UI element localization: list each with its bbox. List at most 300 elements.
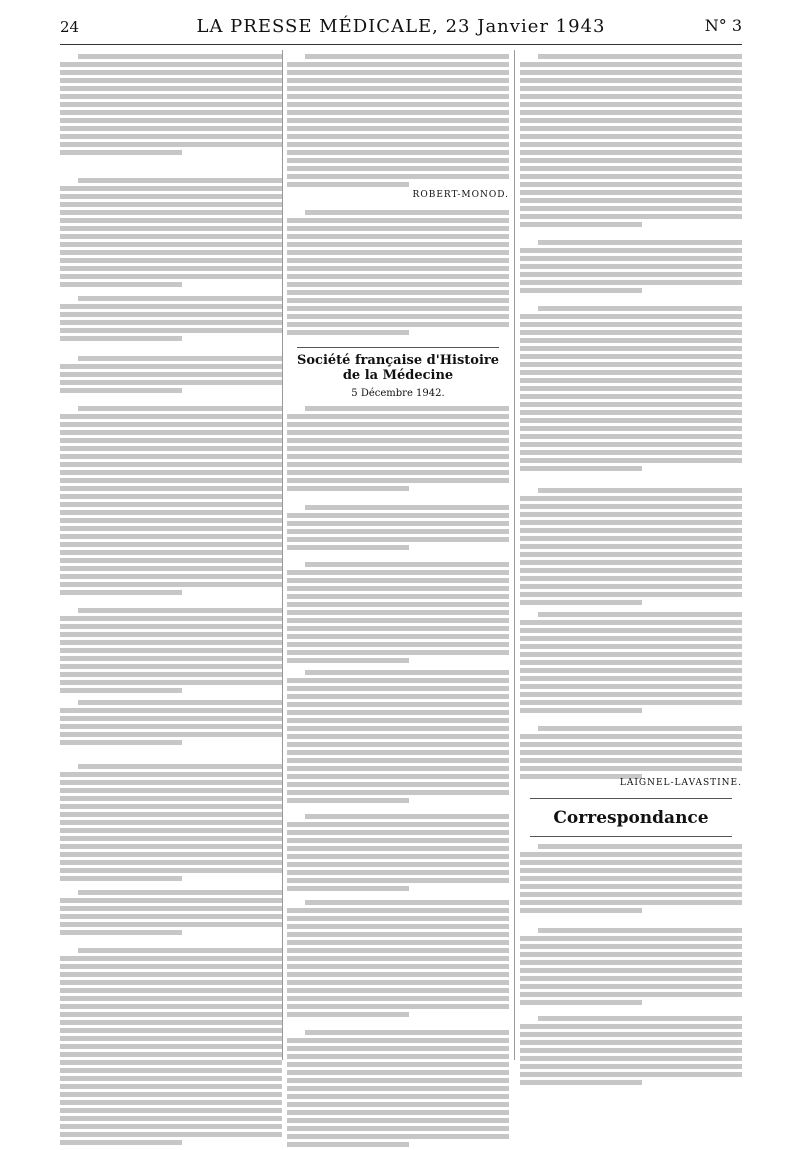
text-line-placeholder bbox=[520, 322, 742, 327]
text-line-placeholder bbox=[287, 234, 509, 239]
footnotes-block bbox=[287, 210, 509, 340]
session-date: 5 Décembre 1942. bbox=[351, 388, 445, 399]
section-rule bbox=[530, 798, 732, 799]
text-line-placeholder bbox=[60, 430, 282, 435]
column-divider bbox=[514, 50, 515, 1060]
text-line-placeholder bbox=[60, 996, 282, 1001]
text-line-placeholder bbox=[287, 118, 509, 123]
column-2 bbox=[287, 50, 509, 1060]
society-heading: Société française d'Histoire de la Médecine bbox=[296, 353, 500, 383]
text-line-placeholder bbox=[78, 608, 282, 613]
text-line-placeholder bbox=[520, 936, 742, 941]
text-line-placeholder bbox=[60, 110, 282, 115]
text-line-placeholder bbox=[520, 560, 742, 565]
text-line-placeholder bbox=[520, 118, 742, 123]
text-line-placeholder bbox=[287, 462, 509, 467]
text-line-placeholder bbox=[60, 486, 282, 491]
text-line-placeholder bbox=[287, 734, 509, 739]
text-line-placeholder bbox=[520, 1064, 742, 1069]
text-line-placeholder bbox=[287, 790, 509, 795]
text-block bbox=[60, 356, 282, 401]
text-line-placeholder bbox=[287, 70, 509, 75]
text-line-placeholder bbox=[520, 466, 642, 471]
text-line-placeholder bbox=[287, 1046, 509, 1051]
text-line-placeholder bbox=[60, 380, 282, 385]
text-line-placeholder bbox=[287, 642, 509, 647]
text-line-placeholder bbox=[520, 280, 742, 285]
text-line-placeholder bbox=[520, 952, 742, 957]
text-line-placeholder bbox=[60, 194, 282, 199]
text-line-placeholder bbox=[78, 764, 282, 769]
text-line-placeholder bbox=[60, 980, 282, 985]
text-line-placeholder bbox=[60, 640, 282, 645]
text-line-placeholder bbox=[287, 634, 509, 639]
text-line-placeholder bbox=[520, 592, 742, 597]
text-line-placeholder bbox=[60, 836, 282, 841]
text-line-placeholder bbox=[60, 518, 282, 523]
text-line-placeholder bbox=[305, 1030, 509, 1035]
text-line-placeholder bbox=[520, 884, 742, 889]
text-line-placeholder bbox=[520, 860, 742, 865]
text-line-placeholder bbox=[60, 708, 282, 713]
text-line-placeholder bbox=[60, 70, 282, 75]
text-line-placeholder bbox=[287, 174, 509, 179]
text-line-placeholder bbox=[520, 652, 742, 657]
text-line-placeholder bbox=[520, 134, 742, 139]
text-line-placeholder bbox=[287, 1126, 509, 1131]
text-line-placeholder bbox=[287, 1012, 409, 1017]
text-line-placeholder bbox=[287, 258, 509, 263]
text-line-placeholder bbox=[60, 202, 282, 207]
text-line-placeholder bbox=[60, 688, 182, 693]
text-line-placeholder bbox=[287, 838, 509, 843]
text-line-placeholder bbox=[520, 78, 742, 83]
text-line-placeholder bbox=[287, 710, 509, 715]
text-line-placeholder bbox=[520, 222, 642, 227]
text-line-placeholder bbox=[287, 972, 509, 977]
text-line-placeholder bbox=[60, 796, 282, 801]
text-line-placeholder bbox=[520, 868, 742, 873]
text-line-placeholder bbox=[520, 636, 742, 641]
text-line-placeholder bbox=[60, 898, 282, 903]
text-line-placeholder bbox=[520, 442, 742, 447]
text-line-placeholder bbox=[60, 234, 282, 239]
text-line-placeholder bbox=[287, 1094, 509, 1099]
text-line-placeholder bbox=[520, 206, 742, 211]
text-line-placeholder bbox=[287, 266, 509, 271]
text-line-placeholder bbox=[60, 134, 282, 139]
text-line-placeholder bbox=[287, 908, 509, 913]
text-line-placeholder bbox=[60, 1068, 282, 1073]
text-line-placeholder bbox=[287, 626, 509, 631]
text-block bbox=[287, 814, 509, 896]
text-block bbox=[520, 240, 742, 300]
text-line-placeholder bbox=[60, 94, 282, 99]
text-line-placeholder bbox=[60, 1076, 282, 1081]
text-line-placeholder bbox=[60, 1012, 282, 1017]
text-line-placeholder bbox=[287, 414, 509, 419]
text-line-placeholder bbox=[60, 62, 282, 67]
text-line-placeholder bbox=[287, 545, 409, 550]
text-line-placeholder bbox=[520, 504, 742, 509]
text-line-placeholder bbox=[60, 648, 282, 653]
text-line-placeholder bbox=[287, 718, 509, 723]
text-line-placeholder bbox=[78, 948, 282, 953]
text-line-placeholder bbox=[520, 766, 742, 771]
text-line-placeholder bbox=[520, 1040, 742, 1045]
text-line-placeholder bbox=[287, 964, 509, 969]
text-line-placeholder bbox=[60, 550, 282, 555]
text-line-placeholder bbox=[60, 118, 282, 123]
text-block bbox=[287, 54, 509, 194]
text-line-placeholder bbox=[520, 330, 742, 335]
text-line-placeholder bbox=[287, 658, 409, 663]
text-line-placeholder bbox=[287, 924, 509, 929]
text-block bbox=[60, 764, 282, 884]
text-block bbox=[520, 1016, 742, 1088]
text-line-placeholder bbox=[287, 422, 509, 427]
text-line-placeholder bbox=[60, 772, 282, 777]
text-line-placeholder bbox=[520, 876, 742, 881]
text-line-placeholder bbox=[287, 1086, 509, 1091]
text-line-placeholder bbox=[60, 930, 182, 935]
text-line-placeholder bbox=[60, 150, 182, 155]
text-block bbox=[287, 1030, 509, 1150]
text-line-placeholder bbox=[520, 142, 742, 147]
text-line-placeholder bbox=[287, 1070, 509, 1075]
text-line-placeholder bbox=[538, 1016, 742, 1021]
text-line-placeholder bbox=[287, 694, 509, 699]
text-line-placeholder bbox=[520, 214, 742, 219]
text-line-placeholder bbox=[287, 226, 509, 231]
text-line-placeholder bbox=[60, 574, 282, 579]
text-line-placeholder bbox=[60, 388, 182, 393]
text-line-placeholder bbox=[287, 242, 509, 247]
text-line-placeholder bbox=[287, 454, 509, 459]
text-line-placeholder bbox=[60, 462, 282, 467]
text-block bbox=[60, 948, 282, 1148]
text-block bbox=[60, 890, 282, 940]
text-line-placeholder bbox=[287, 948, 509, 953]
text-line-placeholder bbox=[60, 274, 282, 279]
text-line-placeholder bbox=[520, 158, 742, 163]
text-line-placeholder bbox=[520, 378, 742, 383]
text-block bbox=[60, 178, 282, 290]
text-line-placeholder bbox=[60, 320, 282, 325]
text-line-placeholder bbox=[60, 1044, 282, 1049]
text-line-placeholder bbox=[287, 62, 509, 67]
text-block bbox=[60, 700, 282, 754]
text-line-placeholder bbox=[520, 1048, 742, 1053]
text-line-placeholder bbox=[287, 798, 409, 803]
text-line-placeholder bbox=[60, 1116, 282, 1121]
text-line-placeholder bbox=[538, 54, 742, 59]
text-line-placeholder bbox=[538, 928, 742, 933]
text-line-placeholder bbox=[60, 1036, 282, 1041]
text-line-placeholder bbox=[520, 692, 742, 697]
text-line-placeholder bbox=[287, 102, 509, 107]
text-line-placeholder bbox=[60, 860, 282, 865]
text-line-placeholder bbox=[520, 288, 642, 293]
text-line-placeholder bbox=[287, 110, 509, 115]
text-line-placeholder bbox=[305, 562, 509, 567]
text-line-placeholder bbox=[60, 780, 282, 785]
text-line-placeholder bbox=[520, 450, 742, 455]
text-line-placeholder bbox=[287, 956, 509, 961]
text-line-placeholder bbox=[520, 86, 742, 91]
article-signature: ROBERT-MONOD. bbox=[412, 190, 509, 200]
text-line-placeholder bbox=[60, 186, 282, 191]
text-line-placeholder bbox=[520, 410, 742, 415]
text-line-placeholder bbox=[60, 558, 282, 563]
text-line-placeholder bbox=[287, 478, 509, 483]
text-line-placeholder bbox=[60, 1140, 182, 1145]
text-line-placeholder bbox=[287, 1134, 509, 1139]
text-line-placeholder bbox=[60, 906, 282, 911]
text-line-placeholder bbox=[520, 1000, 642, 1005]
text-line-placeholder bbox=[520, 94, 742, 99]
text-line-placeholder bbox=[520, 584, 742, 589]
text-line-placeholder bbox=[287, 940, 509, 945]
text-line-placeholder bbox=[287, 846, 509, 851]
text-line-placeholder bbox=[520, 402, 742, 407]
column-1 bbox=[60, 50, 282, 1060]
text-line-placeholder bbox=[538, 240, 742, 245]
text-block bbox=[287, 406, 509, 501]
text-line-placeholder bbox=[60, 242, 282, 247]
text-line-placeholder bbox=[60, 142, 282, 147]
text-line-placeholder bbox=[520, 418, 742, 423]
text-line-placeholder bbox=[60, 534, 282, 539]
text-line-placeholder bbox=[78, 356, 282, 361]
text-line-placeholder bbox=[287, 830, 509, 835]
text-line-placeholder bbox=[287, 486, 409, 491]
text-line-placeholder bbox=[520, 750, 742, 755]
text-line-placeholder bbox=[305, 505, 509, 510]
text-line-placeholder bbox=[287, 988, 509, 993]
text-line-placeholder bbox=[60, 470, 282, 475]
text-line-placeholder bbox=[520, 62, 742, 67]
text-line-placeholder bbox=[60, 1028, 282, 1033]
text-block bbox=[520, 54, 742, 234]
text-line-placeholder bbox=[520, 198, 742, 203]
text-block bbox=[520, 612, 742, 722]
text-line-placeholder bbox=[287, 594, 509, 599]
text-line-placeholder bbox=[520, 458, 742, 463]
text-line-placeholder bbox=[60, 1084, 282, 1089]
text-line-placeholder bbox=[78, 406, 282, 411]
text-line-placeholder bbox=[287, 570, 509, 575]
text-block bbox=[520, 488, 742, 608]
text-block bbox=[520, 844, 742, 922]
text-line-placeholder bbox=[287, 854, 509, 859]
text-block bbox=[60, 296, 282, 346]
page-number: 24 bbox=[60, 18, 80, 36]
text-line-placeholder bbox=[305, 54, 509, 59]
text-line-placeholder bbox=[60, 1124, 282, 1129]
text-line-placeholder bbox=[287, 537, 509, 542]
text-line-placeholder bbox=[60, 664, 282, 669]
text-line-placeholder bbox=[287, 1110, 509, 1115]
text-block bbox=[287, 900, 509, 1025]
text-line-placeholder bbox=[60, 422, 282, 427]
text-line-placeholder bbox=[287, 274, 509, 279]
header-rule bbox=[60, 44, 742, 45]
text-line-placeholder bbox=[520, 908, 642, 913]
text-line-placeholder bbox=[287, 126, 509, 131]
text-line-placeholder bbox=[287, 134, 509, 139]
text-line-placeholder bbox=[60, 1004, 282, 1009]
text-line-placeholder bbox=[520, 960, 742, 965]
text-line-placeholder bbox=[60, 502, 282, 507]
text-line-placeholder bbox=[538, 612, 742, 617]
text-line-placeholder bbox=[287, 470, 509, 475]
text-line-placeholder bbox=[520, 552, 742, 557]
text-line-placeholder bbox=[287, 678, 509, 683]
text-line-placeholder bbox=[287, 726, 509, 731]
text-line-placeholder bbox=[287, 586, 509, 591]
text-line-placeholder bbox=[60, 590, 182, 595]
text-line-placeholder bbox=[520, 386, 742, 391]
text-line-placeholder bbox=[520, 676, 742, 681]
text-line-placeholder bbox=[60, 218, 282, 223]
text-line-placeholder bbox=[60, 542, 282, 547]
text-line-placeholder bbox=[287, 322, 509, 327]
text-line-placeholder bbox=[520, 976, 742, 981]
text-line-placeholder bbox=[520, 110, 742, 115]
text-block bbox=[60, 608, 282, 698]
text-line-placeholder bbox=[60, 1052, 282, 1057]
text-line-placeholder bbox=[60, 1020, 282, 1025]
text-line-placeholder bbox=[60, 1100, 282, 1105]
text-line-placeholder bbox=[60, 582, 282, 587]
text-line-placeholder bbox=[520, 426, 742, 431]
text-line-placeholder bbox=[60, 724, 282, 729]
text-line-placeholder bbox=[287, 758, 509, 763]
text-line-placeholder bbox=[287, 182, 409, 187]
text-line-placeholder bbox=[60, 732, 282, 737]
text-line-placeholder bbox=[60, 78, 282, 83]
text-line-placeholder bbox=[287, 1004, 509, 1009]
text-line-placeholder bbox=[60, 282, 182, 287]
text-line-placeholder bbox=[287, 1038, 509, 1043]
text-line-placeholder bbox=[60, 656, 282, 661]
text-line-placeholder bbox=[287, 290, 509, 295]
text-line-placeholder bbox=[520, 576, 742, 581]
text-line-placeholder bbox=[287, 78, 509, 83]
text-line-placeholder bbox=[520, 314, 742, 319]
text-block bbox=[287, 562, 509, 667]
text-line-placeholder bbox=[60, 844, 282, 849]
text-line-placeholder bbox=[287, 306, 509, 311]
text-line-placeholder bbox=[287, 878, 509, 883]
text-line-placeholder bbox=[520, 166, 742, 171]
text-line-placeholder bbox=[287, 774, 509, 779]
text-line-placeholder bbox=[287, 686, 509, 691]
text-line-placeholder bbox=[60, 868, 282, 873]
text-line-placeholder bbox=[520, 1056, 742, 1061]
text-block bbox=[60, 406, 282, 601]
text-block bbox=[520, 306, 742, 481]
text-line-placeholder bbox=[520, 264, 742, 269]
text-line-placeholder bbox=[520, 644, 742, 649]
text-line-placeholder bbox=[287, 822, 509, 827]
text-line-placeholder bbox=[287, 886, 409, 891]
text-line-placeholder bbox=[520, 434, 742, 439]
text-line-placeholder bbox=[60, 804, 282, 809]
text-line-placeholder bbox=[60, 1108, 282, 1113]
text-line-placeholder bbox=[287, 980, 509, 985]
text-block bbox=[520, 928, 742, 1010]
text-line-placeholder bbox=[60, 414, 282, 419]
text-line-placeholder bbox=[520, 528, 742, 533]
text-line-placeholder bbox=[287, 782, 509, 787]
text-line-placeholder bbox=[287, 430, 509, 435]
text-block bbox=[520, 726, 742, 784]
text-line-placeholder bbox=[78, 890, 282, 895]
text-line-placeholder bbox=[60, 126, 282, 131]
text-line-placeholder bbox=[60, 304, 282, 309]
text-line-placeholder bbox=[305, 210, 509, 215]
text-line-placeholder bbox=[287, 282, 509, 287]
column-divider bbox=[282, 50, 283, 1060]
text-line-placeholder bbox=[287, 521, 509, 526]
text-line-placeholder bbox=[60, 364, 282, 369]
text-line-placeholder bbox=[60, 478, 282, 483]
text-line-placeholder bbox=[60, 86, 282, 91]
text-line-placeholder bbox=[520, 190, 742, 195]
column-3 bbox=[520, 50, 742, 1060]
text-line-placeholder bbox=[520, 944, 742, 949]
text-line-placeholder bbox=[60, 336, 182, 341]
text-line-placeholder bbox=[520, 900, 742, 905]
text-line-placeholder bbox=[60, 454, 282, 459]
text-line-placeholder bbox=[520, 272, 742, 277]
text-line-placeholder bbox=[287, 218, 509, 223]
text-line-placeholder bbox=[520, 362, 742, 367]
text-line-placeholder bbox=[520, 394, 742, 399]
text-line-placeholder bbox=[287, 578, 509, 583]
text-line-placeholder bbox=[287, 86, 509, 91]
text-line-placeholder bbox=[520, 660, 742, 665]
text-line-placeholder bbox=[520, 600, 642, 605]
text-line-placeholder bbox=[60, 566, 282, 571]
text-line-placeholder bbox=[520, 992, 742, 997]
text-block bbox=[287, 505, 509, 555]
text-line-placeholder bbox=[287, 438, 509, 443]
text-line-placeholder bbox=[520, 346, 742, 351]
text-line-placeholder bbox=[60, 1092, 282, 1097]
text-line-placeholder bbox=[520, 620, 742, 625]
text-line-placeholder bbox=[287, 142, 509, 147]
text-line-placeholder bbox=[287, 1078, 509, 1083]
text-block bbox=[287, 670, 509, 810]
section-rule bbox=[297, 347, 499, 348]
text-line-placeholder bbox=[520, 968, 742, 973]
text-line-placeholder bbox=[60, 972, 282, 977]
text-line-placeholder bbox=[60, 988, 282, 993]
text-line-placeholder bbox=[60, 828, 282, 833]
text-line-placeholder bbox=[520, 512, 742, 517]
text-line-placeholder bbox=[520, 852, 742, 857]
text-line-placeholder bbox=[60, 820, 282, 825]
text-line-placeholder bbox=[287, 862, 509, 867]
text-line-placeholder bbox=[287, 996, 509, 1001]
text-line-placeholder bbox=[287, 870, 509, 875]
text-line-placeholder bbox=[287, 1102, 509, 1107]
text-line-placeholder bbox=[287, 314, 509, 319]
text-line-placeholder bbox=[520, 182, 742, 187]
